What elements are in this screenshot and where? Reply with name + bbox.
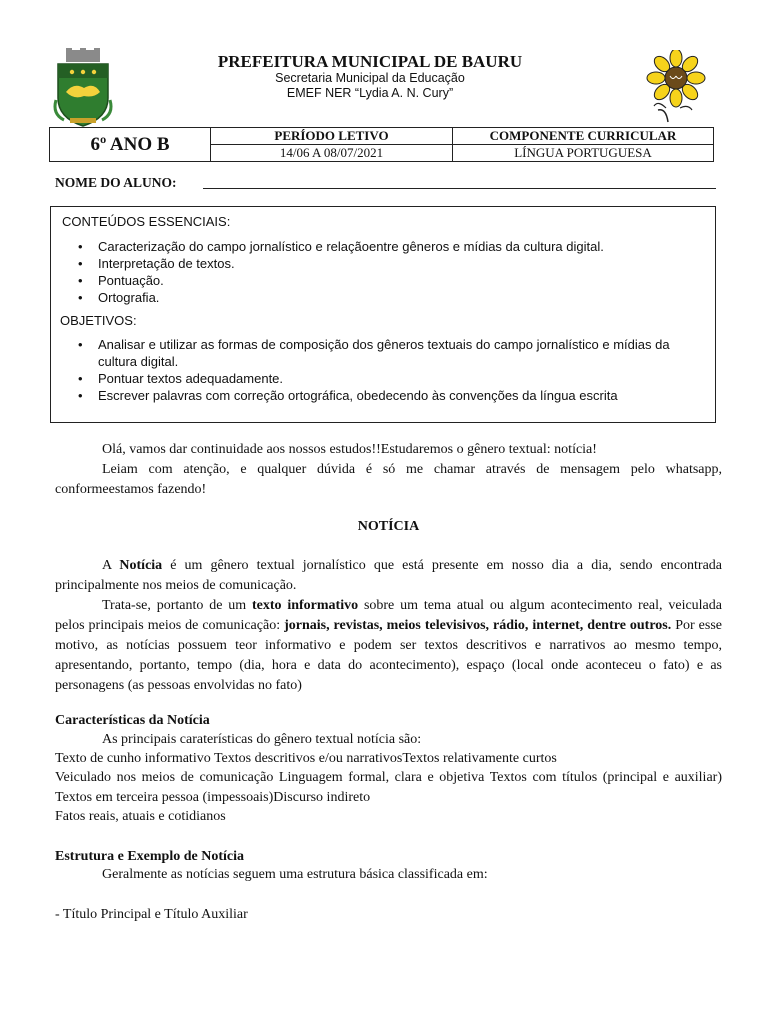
list-item: • Pontuação. bbox=[74, 272, 704, 289]
school-name: EMEF NER “Lydia A. N. Cury” bbox=[286, 86, 454, 100]
component-value: LÍNGUA PORTUGUESA bbox=[453, 145, 714, 162]
class-info-table bbox=[49, 127, 714, 162]
objectives-title: OBJETIVOS: bbox=[60, 313, 137, 328]
notice-paragraph-1: A Notícia é um gênero textual jornalístico que está presente em nosso dia a dia, sendo encontrada principalmente nos meios de comunicação. bbox=[55, 558, 722, 593]
structure-title: Estrutura e Exemplo de Notícia bbox=[55, 849, 244, 864]
period-label: PERÍODO LETIVO bbox=[211, 128, 453, 145]
intro-paragraph-2: Leiam com atenção, e qualquer dúvida é só me chamar através de mensagem pelo whatsapp, conformeestamos fazendo! bbox=[55, 462, 722, 497]
list-item: • Interpretação de textos. bbox=[74, 255, 704, 272]
notice-paragraph-2: Trata-se, portanto de um texto informativo sobre um tema atual ou algum acontecimento real, veiculada pelos principais meios de comunicação: jornais, revistas, meios televisivos, rádio, internet, dentre outros. Por esse motivo, as notícias possuem teor informativo e podem ser textos descritivos e narrativos ao mesmo tempo, apresentando, portanto, tempo (dia, hora e data do acontecimento), espaço (local onde aconteceu o fato) e as personagens (as pessoas envolvidas no fato) bbox=[55, 598, 723, 693]
component-label: COMPONENTE CURRICULAR bbox=[453, 128, 714, 145]
secretariat-name: Secretaria Municipal da Educação bbox=[275, 71, 465, 85]
intro-paragraph-1: Olá, vamos dar continuidade aos nossos estudos!!Estudaremos o gênero textual: notícia! bbox=[102, 442, 597, 457]
characteristics-line-3: Fatos reais, atuais e cotidianos bbox=[55, 809, 226, 824]
list-item: • Ortografia. bbox=[74, 289, 704, 306]
prefecture-title: PREFEITURA MUNICIPAL DE BAURU bbox=[217, 52, 523, 71]
student-name-line[interactable] bbox=[203, 188, 716, 189]
period-value: 14/06 A 08/07/2021 bbox=[211, 145, 453, 162]
sunflower-logo bbox=[636, 50, 708, 124]
section-title: NOTÍCIA bbox=[357, 519, 420, 534]
list-item: • Pontuar textos adequadamente. bbox=[74, 370, 708, 387]
characteristics-line-2: Veiculado nos meios de comunicação Linguagem formal, clara e objetiva Textos com títulos (principal e auxiliar) Textos em terceira pessoa (impessoais)Discurso indireto bbox=[55, 770, 722, 805]
list-item: • Caracterização do campo jornalístico e relaçãoentre gêneros e mídias da cultura digital. bbox=[74, 238, 704, 255]
characteristics-title: Características da Notícia bbox=[55, 713, 210, 728]
structure-item-1: - Título Principal e Título Auxiliar bbox=[55, 907, 248, 922]
contents-title: CONTEÚDOS ESSENCIAIS: bbox=[62, 214, 231, 229]
list-item: • Escrever palavras com correção ortográfica, obedecendo às convenções da língua escrita bbox=[74, 387, 708, 404]
objectives-list bbox=[74, 336, 708, 404]
characteristics-intro: As principais caraterísticas do gênero textual notícia são: bbox=[102, 732, 422, 747]
city-crest-logo bbox=[50, 48, 116, 128]
class-name: 6º ANO B bbox=[50, 128, 211, 162]
structure-intro: Geralmente as notícias seguem uma estrutura básica classificada em: bbox=[102, 867, 488, 882]
contents-list bbox=[74, 238, 704, 306]
student-name-label: NOME DO ALUNO: bbox=[55, 175, 177, 190]
characteristics-line-1: Texto de cunho informativo Textos descritivos e/ou narrativosTextos relativamente curtos bbox=[55, 751, 557, 766]
list-item: • Analisar e utilizar as formas de composição dos gêneros textuais do campo jornalístico e mídias da cultura digital. bbox=[74, 336, 708, 370]
